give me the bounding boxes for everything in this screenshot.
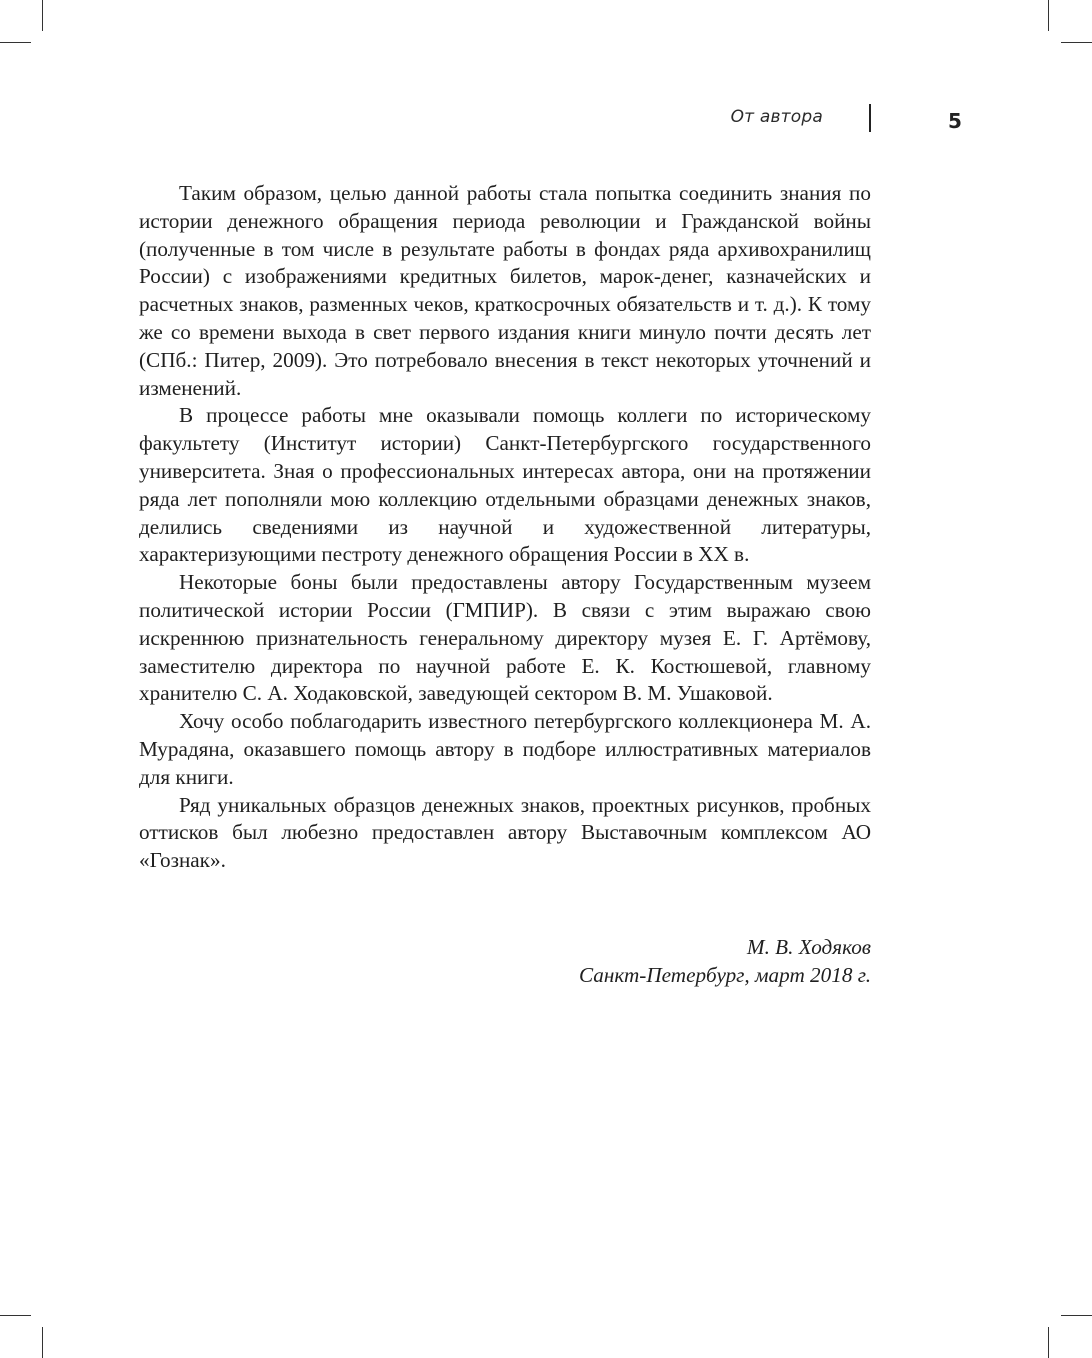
crop-mark-top-right-v bbox=[1048, 0, 1049, 31]
signature-author: М. В. Ходяков bbox=[746, 935, 871, 959]
crop-mark-bottom-left-v bbox=[42, 1327, 43, 1358]
paragraph: Ряд уникальных образцов денежных знаков, проектных рисунков, пробных оттисков был любезно предоставлен автору Выставочным комплексом АО «Гознак». bbox=[139, 792, 871, 873]
crop-mark-bottom-left-h bbox=[0, 1315, 31, 1316]
paragraph: Хочу особо поблагодарить известного петербургского коллекционера М. А. Мурадяна, оказавшего помощь автору в подборе иллюстративных материалов для книги. bbox=[139, 709, 871, 789]
page-number: 5 bbox=[948, 109, 962, 133]
crop-mark-top-left-h bbox=[0, 42, 31, 43]
header-divider bbox=[869, 104, 871, 132]
crop-mark-top-left-v bbox=[42, 0, 43, 31]
signature-block bbox=[420, 933, 871, 989]
running-title: От автора bbox=[730, 107, 823, 127]
paragraph: В процессе работы мне оказывали помощь коллеги по историческому факультету (Институт истории) Санкт-Петербургского государственного университета. Зная о профессиональных интересах автора, они на протяжении ряда лет пополняли мою коллекцию отдельными образцами денежных знаков, делились сведениями из научной и художественной литературы, характеризующими пестроту денежного обращения России в XX в. bbox=[139, 403, 871, 567]
crop-mark-bottom-right-h bbox=[1061, 1315, 1092, 1316]
paragraph: Таким образом, целью данной работы стала попытка соединить знания по истории денежного обращения периода революции и Гражданской войны (полученные в том числе в результате работы в фондах ряда архивохранилищ России) с изображениями кредитных билетов, марок-денег, казначейских и расчетных знаков, разменных чеков, краткосрочных обязательств и т. д.). К тому же со времени выхода в свет первого издания книги минуло почти десять лет (СПб.: Питер, 2009). Это потребовало внесения в текст некоторых уточнений и изменений. bbox=[139, 181, 871, 400]
crop-mark-top-right-h bbox=[1061, 42, 1092, 43]
crop-mark-bottom-right-v bbox=[1048, 1327, 1049, 1358]
body-text bbox=[139, 180, 871, 875]
signature-place-date: Санкт-Петербург, март 2018 г. bbox=[578, 963, 871, 987]
paragraph: Некоторые боны были предоставлены автору Государственным музеем политической истории России (ГМПИР). В связи с этим выражаю свою искреннюю признательность генеральному директору музея Е. Г. Артёмову, заместителю директора по научной работе Е. К. Костюшевой, главному хранителю С. А. Ходаковской, заведующей сектором В. М. Ушаковой. bbox=[139, 570, 871, 706]
